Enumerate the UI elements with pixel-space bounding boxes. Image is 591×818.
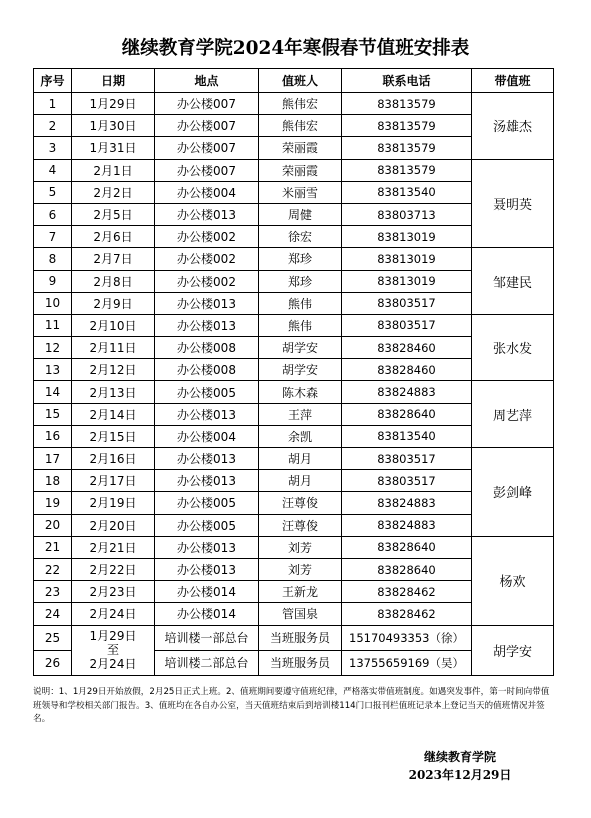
row-date: 2月17日 xyxy=(72,470,155,492)
row-date: 2月13日 xyxy=(72,381,155,403)
row-person: 徐宏 xyxy=(259,226,342,248)
row-place: 办公楼005 xyxy=(155,381,259,403)
row-person: 刘芳 xyxy=(259,536,342,558)
row-no: 9 xyxy=(34,270,72,292)
row-date: 2月15日 xyxy=(72,425,155,447)
row-date: 2月16日 xyxy=(72,448,155,470)
row-date: 2月20日 xyxy=(72,514,155,536)
row-date: 2月7日 xyxy=(72,248,155,270)
row-no: 16 xyxy=(34,425,72,447)
row-date-range xyxy=(72,625,155,675)
row-person: 熊伟 xyxy=(259,292,342,314)
row-phone: 15170493353（徐） xyxy=(342,625,472,650)
duty-schedule-table xyxy=(33,68,554,676)
row-leader: 邹建民 xyxy=(472,248,554,315)
row-person: 胡学安 xyxy=(259,337,342,359)
row-phone: 83803517 xyxy=(342,314,472,336)
table-row xyxy=(34,536,554,558)
row-place: 办公楼013 xyxy=(155,558,259,580)
row-date: 2月22日 xyxy=(72,558,155,580)
row-place: 培训楼二部总台 xyxy=(155,650,259,675)
row-phone: 83824883 xyxy=(342,492,472,514)
row-place: 培训楼一部总台 xyxy=(155,625,259,650)
row-no: 12 xyxy=(34,337,72,359)
row-date: 2月2日 xyxy=(72,181,155,203)
row-place: 办公楼014 xyxy=(155,581,259,603)
signature-org: 继续教育学院 xyxy=(423,750,496,764)
row-date: 2月19日 xyxy=(72,492,155,514)
row-no: 5 xyxy=(34,181,72,203)
table-row xyxy=(34,93,554,115)
row-date: 2月6日 xyxy=(72,226,155,248)
row-place: 办公楼007 xyxy=(155,137,259,159)
row-phone: 83813579 xyxy=(342,159,472,181)
row-no: 23 xyxy=(34,581,72,603)
row-no: 22 xyxy=(34,558,72,580)
header-place: 地点 xyxy=(155,69,259,93)
row-person: 刘芳 xyxy=(259,558,342,580)
row-no: 20 xyxy=(34,514,72,536)
row-person: 熊伟 xyxy=(259,314,342,336)
row-person: 当班服务员 xyxy=(259,625,342,650)
row-phone: 83813019 xyxy=(342,270,472,292)
row-person: 荣丽霞 xyxy=(259,137,342,159)
row-phone: 83828640 xyxy=(342,403,472,425)
row-person: 王新龙 xyxy=(259,581,342,603)
row-date: 2月9日 xyxy=(72,292,155,314)
row-no: 15 xyxy=(34,403,72,425)
signature-date: 2023年12月29日 xyxy=(408,768,512,782)
row-place: 办公楼004 xyxy=(155,425,259,447)
row-leader: 杨欢 xyxy=(472,536,554,625)
table-header-row xyxy=(34,69,554,93)
row-person: 郑珍 xyxy=(259,270,342,292)
date-range-line: 1月29日 xyxy=(89,629,137,643)
row-leader: 周艺萍 xyxy=(472,381,554,448)
row-place: 办公楼013 xyxy=(155,470,259,492)
table-row xyxy=(34,159,554,181)
row-place: 办公楼013 xyxy=(155,403,259,425)
row-phone: 83813540 xyxy=(342,181,472,203)
row-phone: 83824883 xyxy=(342,381,472,403)
row-no: 10 xyxy=(34,292,72,314)
row-person: 王萍 xyxy=(259,403,342,425)
row-no: 4 xyxy=(34,159,72,181)
row-person: 汪尊俊 xyxy=(259,514,342,536)
row-no: 8 xyxy=(34,248,72,270)
row-date: 1月30日 xyxy=(72,115,155,137)
row-place: 办公楼008 xyxy=(155,337,259,359)
row-person: 荣丽霞 xyxy=(259,159,342,181)
header-phone: 联系电话 xyxy=(342,69,472,93)
row-date: 2月12日 xyxy=(72,359,155,381)
row-place: 办公楼008 xyxy=(155,359,259,381)
row-person: 周健 xyxy=(259,203,342,225)
row-person: 管国泉 xyxy=(259,603,342,625)
row-phone: 83813579 xyxy=(342,137,472,159)
row-date: 2月23日 xyxy=(72,581,155,603)
row-leader: 张水发 xyxy=(472,314,554,381)
row-leader: 彭剑峰 xyxy=(472,448,554,537)
row-phone: 83828640 xyxy=(342,558,472,580)
row-phone: 83828460 xyxy=(342,337,472,359)
row-no: 14 xyxy=(34,381,72,403)
row-place: 办公楼005 xyxy=(155,514,259,536)
row-no: 3 xyxy=(34,137,72,159)
row-date: 2月8日 xyxy=(72,270,155,292)
row-place: 办公楼013 xyxy=(155,536,259,558)
row-person: 郑珍 xyxy=(259,248,342,270)
row-person: 胡月 xyxy=(259,448,342,470)
page-title: 继续教育学院2024年寒假春节值班安排表 xyxy=(121,38,470,59)
row-person: 熊伟宏 xyxy=(259,115,342,137)
row-person: 汪尊俊 xyxy=(259,492,342,514)
header-no: 序号 xyxy=(34,69,72,93)
row-no: 2 xyxy=(34,115,72,137)
row-date: 2月14日 xyxy=(72,403,155,425)
row-person: 余凯 xyxy=(259,425,342,447)
row-no: 1 xyxy=(34,93,72,115)
table-row xyxy=(34,381,554,403)
row-no: 21 xyxy=(34,536,72,558)
row-place: 办公楼013 xyxy=(155,292,259,314)
row-date: 1月29日 xyxy=(72,93,155,115)
row-phone: 83813019 xyxy=(342,248,472,270)
row-date: 2月5日 xyxy=(72,203,155,225)
row-place: 办公楼007 xyxy=(155,159,259,181)
row-date: 2月11日 xyxy=(72,337,155,359)
row-leader: 聂明英 xyxy=(472,159,554,248)
row-place: 办公楼007 xyxy=(155,93,259,115)
row-person: 陈木森 xyxy=(259,381,342,403)
row-phone: 13755659169（吴） xyxy=(342,650,472,675)
table-row xyxy=(34,625,554,650)
row-place: 办公楼005 xyxy=(155,492,259,514)
row-place: 办公楼013 xyxy=(155,448,259,470)
header-date: 日期 xyxy=(72,69,155,93)
row-place: 办公楼002 xyxy=(155,226,259,248)
row-date: 2月24日 xyxy=(72,603,155,625)
row-phone: 83803713 xyxy=(342,203,472,225)
row-leader: 胡学安 xyxy=(472,625,554,675)
row-no: 6 xyxy=(34,203,72,225)
row-phone: 83824883 xyxy=(342,514,472,536)
table-row xyxy=(34,248,554,270)
row-phone: 83813019 xyxy=(342,226,472,248)
row-place: 办公楼004 xyxy=(155,181,259,203)
row-place: 办公楼002 xyxy=(155,270,259,292)
row-no: 18 xyxy=(34,470,72,492)
row-date: 1月31日 xyxy=(72,137,155,159)
row-no: 19 xyxy=(34,492,72,514)
row-phone: 83813540 xyxy=(342,425,472,447)
row-person: 胡学安 xyxy=(259,359,342,381)
row-person: 米丽雪 xyxy=(259,181,342,203)
row-person: 当班服务员 xyxy=(259,650,342,675)
row-date: 2月1日 xyxy=(72,159,155,181)
table-row xyxy=(34,448,554,470)
row-place: 办公楼014 xyxy=(155,603,259,625)
row-person: 熊伟宏 xyxy=(259,93,342,115)
date-range-line: 2月24日 xyxy=(89,657,137,671)
row-no: 26 xyxy=(34,650,72,675)
header-person: 值班人 xyxy=(259,69,342,93)
row-no: 24 xyxy=(34,603,72,625)
row-phone: 83803517 xyxy=(342,292,472,314)
row-date: 2月21日 xyxy=(72,536,155,558)
row-phone: 83828640 xyxy=(342,536,472,558)
row-place: 办公楼013 xyxy=(155,314,259,336)
table-row xyxy=(34,314,554,336)
row-phone: 83828462 xyxy=(342,581,472,603)
row-no: 7 xyxy=(34,226,72,248)
row-no: 13 xyxy=(34,359,72,381)
row-phone: 83813579 xyxy=(342,93,472,115)
row-no: 25 xyxy=(34,625,72,650)
row-phone: 83803517 xyxy=(342,470,472,492)
row-place: 办公楼007 xyxy=(155,115,259,137)
header-leader: 带值班 xyxy=(472,69,554,93)
row-date: 2月10日 xyxy=(72,314,155,336)
date-range-line: 至 xyxy=(106,643,119,657)
row-place: 办公楼013 xyxy=(155,203,259,225)
row-no: 11 xyxy=(34,314,72,336)
row-leader: 汤雄杰 xyxy=(472,93,554,160)
note-text: 说明：1、1月29日开始放假，2月25日正式上班。2、值班期间要遵守值班纪律，严格落实带值班制度。如遇突发事件，第一时间向带值班领导和学校相关部门报告。3、值班均在各自办公室，当天值班结束后到培训楼114门口报刊栏值班记录本上登记当天的值班情况并签名。 xyxy=(33,687,550,724)
row-phone: 83813579 xyxy=(342,115,472,137)
row-phone: 83803517 xyxy=(342,448,472,470)
row-no: 17 xyxy=(34,448,72,470)
row-phone: 83828462 xyxy=(342,603,472,625)
row-place: 办公楼002 xyxy=(155,248,259,270)
row-person: 胡月 xyxy=(259,470,342,492)
row-phone: 83828460 xyxy=(342,359,472,381)
